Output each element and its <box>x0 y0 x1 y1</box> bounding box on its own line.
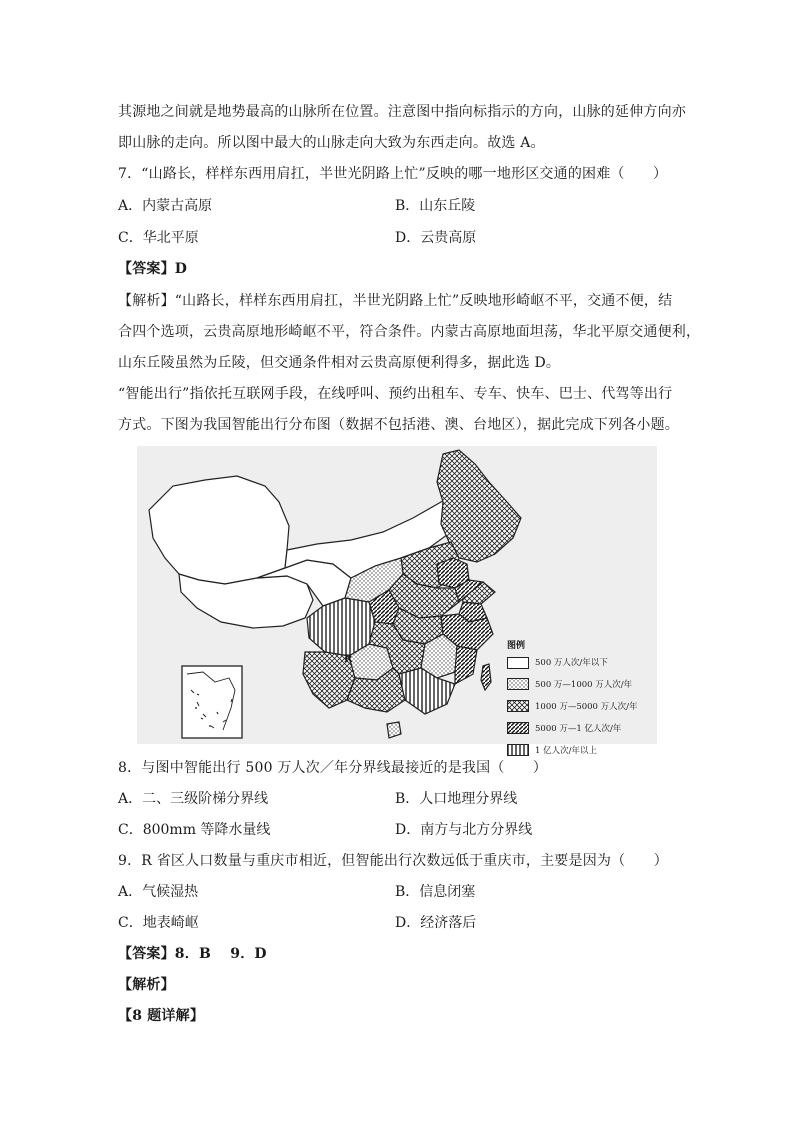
legend-label-1: 500 万人次/年以下 <box>535 658 608 668</box>
legend-swatch-cross <box>507 700 529 712</box>
question-7: 7．“山路长，样样东西用肩扛，半世光阴路上忙”反映的哪一地形区交通的困难（ ） <box>118 166 668 182</box>
q8-option-a: A．二、三级阶梯分界线 <box>118 791 269 807</box>
legend-label-5: 1 亿人次/年以上 <box>535 746 597 756</box>
intro-line-1: “智能出行”指依托互联网手段，在线呼叫、预约出租车、专车、快车、巴士、代驾等出行 <box>118 386 673 402</box>
detail-8-heading: 【8 题详解】 <box>118 1008 205 1024</box>
q9-option-d: D．经济落后 <box>395 915 477 931</box>
intro-line-2: 方式。下图为我国智能出行分布图（数据不包括港、澳、台地区），据此完成下列各小题。 <box>118 417 679 433</box>
q7-option-d: D．云贵高原 <box>395 230 477 246</box>
q7-option-c: C．华北平原 <box>118 230 199 246</box>
explanation-heading: 【解析】 <box>118 977 175 993</box>
map-region-fujian <box>455 646 477 684</box>
question-8: 8．与图中智能出行 500 万人次／年分界线最接近的是我国（ ） <box>118 760 548 776</box>
q8-option-c: C．800mm 等降水量线 <box>118 822 271 838</box>
q8-option-b: B．人口地理分界线 <box>395 791 518 807</box>
map-region-taiwan <box>481 664 491 690</box>
text-line-2: 即山脉的走向。所以图中最大的山脉走向大致为东西走向。故选 A。 <box>118 135 545 151</box>
q9-option-a: A．气候湿热 <box>118 884 199 900</box>
explanation-line-1: 【解析】“山路长，样样东西用肩扛，半世光阴路上忙”反映地形崎岖不平，交通不便，结 <box>118 293 673 309</box>
legend-swatch-dots <box>507 678 529 690</box>
legend-swatch-diagonal <box>507 722 529 734</box>
q9-option-c: C．地表崎岖 <box>118 915 199 931</box>
explanation-line-2: 合四个选项，云贵高原地形崎岖不平，符合条件。内蒙古高原地面坦荡，华北平原交通便利， <box>118 324 701 340</box>
q9-option-b: B．信息闭塞 <box>395 884 476 900</box>
legend-swatch-white <box>507 657 529 669</box>
answer-8-9: 【答案】8．B 9．D <box>118 946 267 962</box>
q8-option-d: D．南方与北方分界线 <box>395 822 533 838</box>
legend-title: 图例 <box>507 641 526 651</box>
legend-label-4: 5000 万—1 亿人次/年 <box>535 724 622 734</box>
legend-row-4 <box>507 722 657 736</box>
legend-row-2 <box>507 678 657 692</box>
legend-swatch-vertical <box>507 744 529 756</box>
legend-row-5 <box>507 744 657 758</box>
legend-row-3 <box>507 700 657 714</box>
q7-option-a: A．内蒙古高原 <box>118 198 213 214</box>
legend-row-1 <box>507 656 657 670</box>
region-r-label: R <box>344 654 353 665</box>
map-region-hainan <box>387 722 401 738</box>
map-region-tibet <box>179 574 313 628</box>
legend-label-3: 1000 万—5000 万人次/年 <box>535 702 638 712</box>
explanation-line-3: 山东丘陵虽然为丘陵，但交通条件相对云贵高原便利得多，据此选 D。 <box>118 355 561 371</box>
text-line-1: 其源地之间就是地势最高的山脉所在位置。注意图中指向标指示的方向，山脉的延伸方向亦 <box>118 104 686 120</box>
q7-option-b: B．山东丘陵 <box>395 198 476 214</box>
answer-7: 【答案】D <box>118 261 188 277</box>
question-9: 9．R 省区人口数量与重庆市相近，但智能出行次数远低于重庆市，主要是因为（ ） <box>118 853 668 869</box>
legend-label-2: 500 万—1000 万人次/年 <box>535 680 633 690</box>
map-region-xinjiang <box>149 476 289 584</box>
china-smart-travel-map <box>137 446 657 756</box>
